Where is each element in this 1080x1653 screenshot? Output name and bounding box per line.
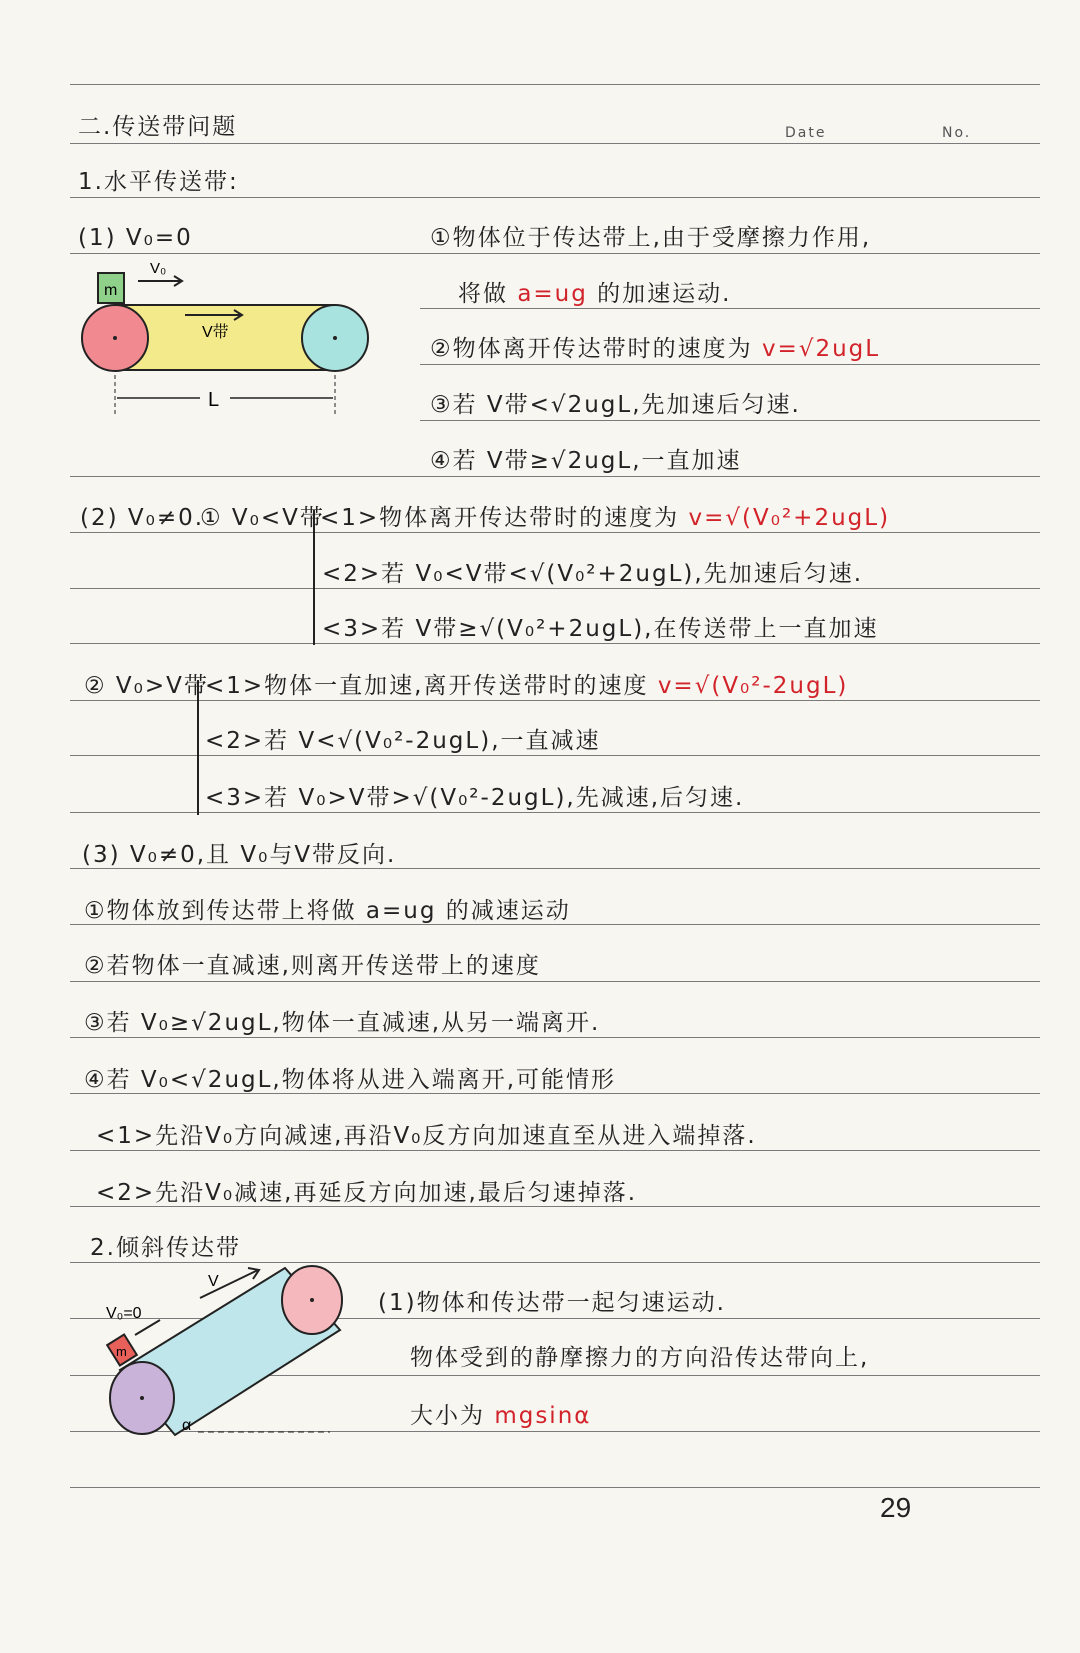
case3-line-6: <2>先沿V₀减速,再延反方向加速,最后匀速掉落. <box>96 1180 638 1206</box>
formula: v=√(V₀²+2ugL) <box>688 505 891 531</box>
formula: a=ug <box>517 281 588 307</box>
v0-label: V₀ <box>150 260 167 277</box>
formula: v=√(V₀²-2ugL) <box>657 673 849 699</box>
inclined-belt-diagram <box>90 1260 370 1440</box>
block-label: m <box>104 282 118 299</box>
rule-line <box>420 364 1040 365</box>
case3-label: (3) V₀≠0,且 V₀与V带反向. <box>82 842 397 868</box>
rule-line <box>70 476 1040 477</box>
length-label: L <box>208 389 220 411</box>
case2-sub1-line-1 <box>320 503 890 533</box>
case3-line-5: <1>先沿V₀方向减速,再沿V₀反方向加速直至从进入端掉落. <box>96 1123 757 1149</box>
page-number: 29 <box>880 1492 912 1523</box>
brace <box>313 510 315 645</box>
page-title: 二.传送带问题 <box>78 114 238 140</box>
case2-sub2-line-1 <box>205 671 848 701</box>
text: ②物体离开传达带时的速度为 <box>430 336 753 362</box>
case3-line-3: ③若 V₀≥√2ugL,物体一直减速,从另一端离开. <box>84 1010 601 1036</box>
section1-title: 1.水平传送带: <box>78 169 239 195</box>
case2-sub1-line-3: <3>若 V带≥√(V₀²+2ugL),在传送带上一直加速 <box>322 616 879 642</box>
section2-title: 2.倾斜传达带 <box>90 1235 241 1261</box>
horizontal-belt-diagram <box>70 255 380 425</box>
case3-line-1: ①物体放到传达带上将做 a=ug 的减速运动 <box>84 898 571 924</box>
rule-line <box>70 84 1040 85</box>
formula: mgsinα <box>494 1403 592 1429</box>
v0-arrow-icon <box>135 1320 160 1335</box>
section2-line-1: (1)物体和传达带一起匀速运动. <box>378 1290 726 1316</box>
section2-line-2: 物体受到的静摩擦力的方向沿传达带向上, <box>410 1345 870 1371</box>
angle-label: α <box>182 1417 192 1434</box>
case1-line-2 <box>458 279 731 309</box>
case1-line-1: ①物体位于传达带上,由于受摩擦力作用, <box>430 225 872 251</box>
rule-line <box>70 981 1040 982</box>
case2-sub2-line-2: <2>若 V<√(V₀²-2ugL),一直减速 <box>205 728 601 754</box>
case3-line-2: ②若物体一直减速,则离开传送带上的速度 <box>84 953 541 979</box>
section2-line-3 <box>410 1401 591 1431</box>
no-label: No. <box>942 125 972 141</box>
case2-label: (2) V₀≠0. <box>80 505 205 531</box>
rule-line <box>70 143 1040 144</box>
text: <1>物体一直加速,离开传送带时的速度 <box>205 673 649 699</box>
text: 将做 <box>458 281 508 307</box>
case1-line-4: ③若 V带<√2ugL,先加速后匀速. <box>430 392 801 418</box>
case2-sub1-label: ① V₀<V带 <box>200 505 325 531</box>
block-label: m <box>116 1344 127 1359</box>
text: 大小为 <box>410 1403 485 1429</box>
date-label: Date <box>785 125 827 141</box>
text: <1>物体离开传达带时的速度为 <box>320 505 680 531</box>
case2-sub2-line-3: <3>若 V₀>V带>√(V₀²-2ugL),先减速,后匀速. <box>205 785 745 811</box>
v-label: V <box>208 1273 219 1290</box>
text: 的加速运动. <box>597 281 732 307</box>
formula: v=√2ugL <box>761 336 881 362</box>
case1-label: (1) V₀=0 <box>78 225 193 251</box>
vbelt-label: V带 <box>202 324 229 341</box>
case3-line-4: ④若 V₀<√2ugL,物体将从进入端离开,可能情形 <box>84 1067 617 1093</box>
v0-label: V₀=0 <box>106 1305 142 1322</box>
case2-sub1-line-2: <2>若 V₀<V带<√(V₀²+2ugL),先加速后匀速. <box>322 561 864 587</box>
case2-sub2-label: ② V₀>V带 <box>84 673 209 699</box>
brace <box>197 680 199 815</box>
case1-line-3 <box>430 334 880 364</box>
rule-line <box>420 420 1040 421</box>
rule-line <box>70 253 1040 254</box>
rule-line <box>70 1487 1040 1488</box>
case1-line-5: ④若 V带≥√2ugL,一直加速 <box>430 448 742 474</box>
rule-line <box>70 197 1040 198</box>
